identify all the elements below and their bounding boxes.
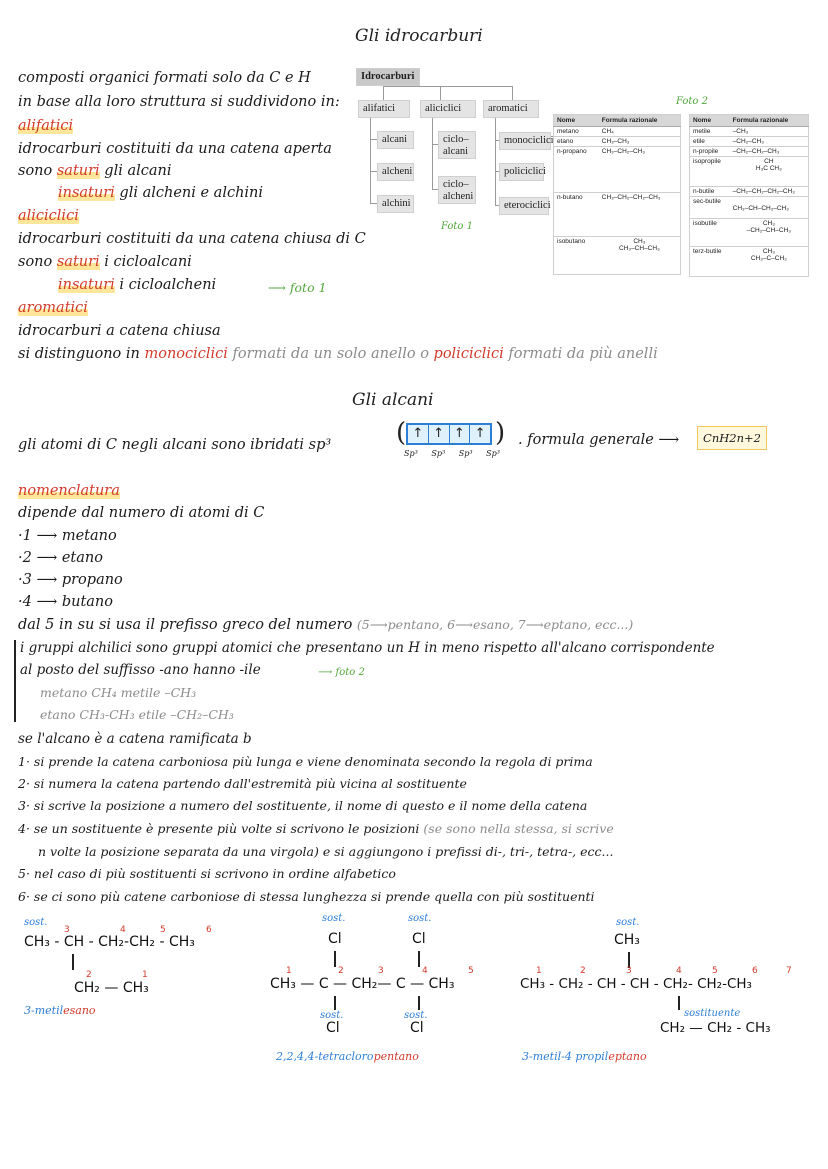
tree-node-aliciclici: aliciclici [420,100,476,118]
text-line: dal 5 in su si usa il prefisso greco del numero (5⟶pentano, 6⟶esano, 7⟶eptano, ecc...) [18,617,634,633]
sp3-orbital-boxes [406,423,492,445]
paren-left: ( [396,418,407,448]
rule-item: 4· se un sostituente è presente più volte si scrivono le posizioni (se sono nella stessa, si scrive [18,821,614,836]
text-line: sono saturi gli alcani [18,163,172,179]
list-item: ·4 ⟶ butano [18,594,114,610]
carbon-number: 2 [580,966,586,976]
chlorine: Cl [328,931,342,947]
carbon-number: 3 [626,966,632,976]
foto1-caption: Foto 1 [441,221,473,232]
table-row: n-butano CH₃–CH₂–CH₂–CH₃ [554,193,681,237]
bond [334,951,336,967]
tree-node-alifatici: alifatici [358,100,410,118]
text-line: i gruppi alchilici sono gruppi atomici che presentano un H in meno rispetto all'alcano corrispondente [20,640,715,656]
carbon-number: 1 [286,966,292,976]
sost-label: sost. [404,1010,428,1021]
main-chain: CH₃ - CH₂ - CH - CH - CH₂- CH₂-CH₃ [520,976,752,992]
text-line: se l'alcano è a catena ramificata b [18,731,252,747]
table-row: n-propano CH₃–CH₂–CH₃ [554,147,681,193]
tree-node-policiclici: policiclici [499,163,544,181]
example-line: metano CH₄ metile –CH₃ [40,685,197,700]
orbital-arrow: ↑ [474,426,486,441]
rule-item: 1· si prende la catena carboniosa più lunga e viene denominata secondo la regola di prima [18,754,593,769]
carbon-number: 3 [378,966,384,976]
rule-item: n volte la posizione separata da una virgola) e si aggiungono i prefissi di-, tri-, tetra-, ecc... [38,844,614,859]
bracket-bar [14,640,16,722]
bond [334,996,336,1010]
branch-chain: CH₂ — CH₂ - CH₃ [660,1020,771,1036]
tree-node-cicloalcheni: ciclo– alcheni [438,176,476,204]
carbon-number: 5 [468,966,474,976]
alkane-table [553,114,681,275]
text-line: idrocarburi costituiti da una catena aperta [18,141,332,157]
orbital-arrow: ↑ [429,425,450,443]
orbital-arrow: ↑ [450,425,471,443]
chlorine: Cl [412,931,426,947]
carbon-number: 4 [422,966,428,976]
table-row: n-propile –CH₂–CH₂–CH₃ [690,147,809,157]
sost-label: sost. [322,913,346,924]
text-line: in base alla loro struttura si suddividono in: [18,94,340,110]
molecule-name: 2,2,4,4-tetracloropentano [276,1050,419,1063]
chlorine: Cl [326,1020,340,1036]
table-row: metile –CH₃ [690,127,809,137]
carbon-number: 2 [86,970,92,980]
table-row: terz-butile CH₃ CH₃–C–CH₃ [690,247,809,277]
branch-chain: CH₂ — CH₃ [74,980,149,996]
text-line: sono saturi i cicloalcani [18,254,192,270]
tree-node-alcani: alcani [377,131,414,149]
heading-aliciclici: aliciclici [18,208,79,224]
sost-label: sost. [24,917,48,928]
carbon-number: 5 [160,925,166,935]
table-row: n-butile –CH₂–CH₂–CH₂–CH₃ [690,187,809,197]
foto2-ref: ⟶ foto 2 [318,667,365,678]
table-row: sec-butile CH₃–CH–CH₂–CH₃ [690,197,809,219]
orbital-labels: Sp³ Sp³ Sp³ Sp³ [404,449,500,458]
sost-label: sostituente [684,1008,741,1019]
rule-item: 6· se ci sono più catene carboniose di stessa lunghezza si prende quella con più sostituenti [18,889,595,904]
table-row: isopropile CH H₃C CH₃ [690,157,809,187]
rule-item: 5· nel caso di più sostituenti si scrivono in ordine alfabetico [18,866,396,881]
carbon-number: 6 [206,925,212,935]
page-title: Gli idrocarburi [355,26,483,46]
text-line: idrocarburi a catena chiusa [18,323,221,339]
heading-nomenclatura: nomenclatura [18,483,120,499]
foto1-ref: ⟶ foto 1 [268,280,327,295]
sost-label: sost. [408,913,432,924]
main-chain: CH₃ - CH - CH₂-CH₂ - CH₃ [24,934,195,950]
carbon-number: 6 [752,966,758,976]
table-header: Formula razionale [730,115,809,127]
text-line: gli atomi di C negli alcani sono ibridati sp³ [18,437,332,453]
carbon-number: 4 [676,966,682,976]
foto2-caption: Foto 2 [676,96,708,107]
table-header: Nome [554,115,599,127]
tree-node-idrocarburi: Idrocarburi [356,68,420,86]
text-line: si distinguono in monociclici formati da un solo anello o policiclici formati da più anelli [18,346,658,362]
table-header: Formula razionale [599,115,681,127]
chlorine: Cl [410,1020,424,1036]
text-line: composti organici formati solo da C e H [18,70,311,86]
alkyl-table [689,114,809,277]
tree-node-cicloalcani: ciclo– alcani [438,131,476,159]
carbon-number: 7 [786,966,792,976]
tree-node-alcheni: alcheni [377,163,414,181]
bond [72,954,74,970]
table-row: etile –CH₂–CH₃ [690,137,809,147]
carbon-number: 2 [338,966,344,976]
main-chain: CH₃ — C — CH₂— C — CH₃ [270,976,455,992]
bond [418,951,420,967]
orbital-arrow: ↑ [408,425,429,443]
text-line: dipende dal numero di atomi di C [18,505,265,521]
formula-label: . formula generale ⟶ [518,432,680,448]
paren-right: ) [495,418,506,448]
table-row: etano CH₃–CH₃ [554,137,681,147]
carbon-number: 4 [120,925,126,935]
list-item: ·3 ⟶ propano [18,572,123,588]
bond [678,996,680,1010]
molecule-name: 3-metilesano [24,1004,96,1017]
example-line: etano CH₃-CH₃ etile –CH₂–CH₃ [40,707,234,722]
rule-item: 3· si scrive la posizione a numero del sostituente, il nome di questo e il nome della catena [18,798,588,813]
general-formula-box: CnH2n+2 [697,426,767,450]
section-title-alcani: Gli alcani [352,390,434,410]
carbon-number: 3 [64,925,70,935]
sost-label: sost. [616,917,640,928]
heading-alifatici: alifatici [18,118,74,134]
tree-node-alchini: alchini [377,195,414,213]
table-row: isobutano CH₃ CH₃–CH–CH₃ [554,237,681,275]
molecule-name: 3-metil-4 propileptano [522,1050,647,1063]
carbon-number: 1 [142,970,148,980]
heading-aromatici: aromatici [18,300,88,316]
sost-label: sost. [320,1010,344,1021]
rule-item: 2· si numera la catena partendo dall'estremità più vicina al sostituente [18,776,467,791]
text-line: al posto del suffisso -ano hanno -ile [20,662,261,678]
tree-node-aromatici: aromatici [483,100,539,118]
carbon-number: 1 [536,966,542,976]
carbon-number: 5 [712,966,718,976]
list-item: ·2 ⟶ etano [18,550,103,566]
table-row: isobutile CH₃ –CH₂–CH–CH₃ [690,219,809,247]
bond [418,996,420,1010]
list-item: ·1 ⟶ metano [18,528,117,544]
methyl-group: CH₃ [614,932,640,948]
text-line: insaturi gli alcheni e alchini [58,185,264,201]
table-row: metano CH₄ [554,127,681,137]
text-line: idrocarburi costituiti da una catena chiusa di C [18,231,366,247]
tree-node-monociclici: monociclici [499,132,551,150]
text-line: insaturi i cicloalcheni [58,277,217,293]
table-header: Nome [690,115,730,127]
tree-node-eterociclici: eterociclici [499,197,549,215]
